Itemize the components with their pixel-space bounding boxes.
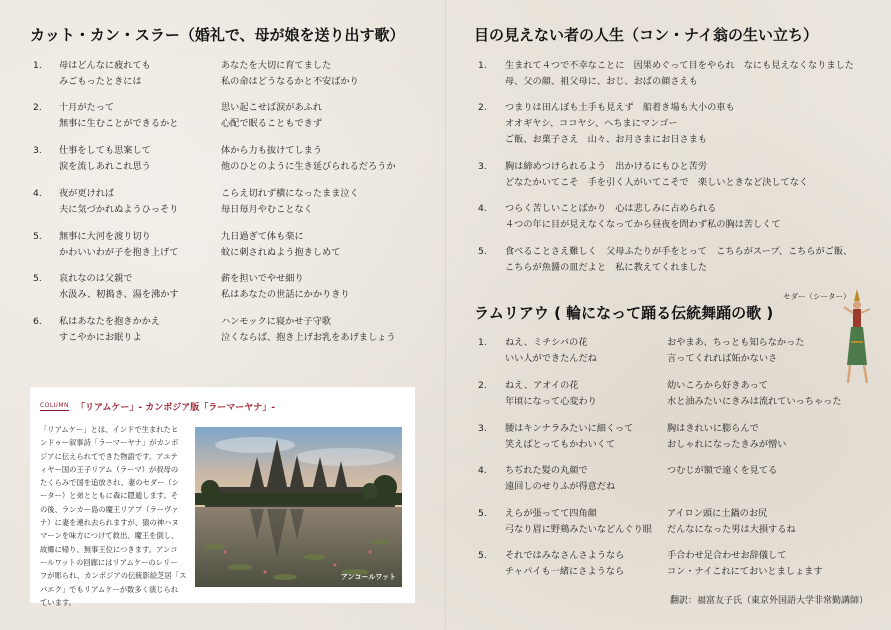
verse-line: 心配で眠ることもできず [221, 118, 323, 129]
stanza-lines [505, 244, 852, 276]
stanza-column-b [667, 463, 777, 495]
verse-line: おしゃれになったきみが憎い [667, 439, 787, 450]
verse-line: 私はあなたの世話にかかりきり [221, 289, 350, 300]
verse-line: つまりは田んぼも土手も見えず 船着き場も大小の車も [505, 102, 735, 113]
stanza-column-a [59, 271, 179, 303]
verse-line: こちらが魚醤の皿だよと 私に教えてくれました [505, 262, 708, 273]
column-text-line: ィヤー国の王子リアム（ラーマ）が叔母の [40, 464, 179, 474]
column-text-line: 「リアムケー」とは、インドで生まれたヒ [40, 425, 179, 434]
stanza-column-a [59, 143, 151, 175]
stanza-number: 2. [478, 102, 487, 113]
stanza-column-b [221, 314, 396, 346]
verse-line: 食べることさえ難しく 父母ふたりが手をとって こちらがスープ、こちらがご飯、 [505, 246, 853, 257]
stanza-column-a [59, 58, 151, 90]
stanza-number: 4. [33, 188, 42, 199]
stanza-number: 3. [478, 423, 487, 434]
stanza-lines [505, 100, 735, 148]
verse-line: 母、父の顔、祖父母に、おじ、おばの顔さえも [505, 76, 698, 87]
right-song-title-1: 目の見えない者の人生（コン・ナイ翁の生い立ち） [474, 26, 818, 44]
stanza-column-b [221, 229, 340, 261]
stanza-number: 1. [478, 337, 487, 348]
stanza-column-b [667, 378, 842, 410]
translator-credit: 翻訳：福富友子氏（東京外国語大学非常勤講師） [670, 596, 869, 606]
verse-line: 胸は締めつけられるよう 出かけるにもひと苦労 [505, 161, 708, 172]
right-song-title-2: ラムリアウ ( 輪になって踊る伝統舞踊の歌 ) [474, 304, 774, 322]
verse-line: つらく苦しいことばかり 心は悲しみに占められる [505, 203, 717, 214]
verse-line: 仕事をしても思案して [59, 145, 151, 156]
verse-line: 水汲み、籾搗き、湯を沸かす [59, 289, 179, 300]
stanza-number: 6. [33, 316, 42, 327]
stanza-number: 4. [478, 465, 487, 476]
verse-line: みごもったときには [59, 76, 142, 87]
stanza-column-b [667, 421, 786, 453]
stanza-lines [505, 58, 854, 90]
stanza-column-b [221, 100, 322, 132]
stanza-number: 4. [478, 203, 487, 214]
verse-line: こらえ切れず横になったまま泣く [221, 188, 359, 199]
column-body [40, 423, 190, 609]
column-text-line: マーンを味方につけて救出、魔王を倒し、 [40, 531, 179, 541]
verse-line: 言ってくれれば妬かないさ [667, 353, 778, 364]
verse-line: オオギヤシ、ココヤシ、ヘちまにマンゴー [505, 118, 678, 129]
stanza-number: 5. [33, 273, 42, 284]
verse-line: 夫に気づかれぬようひっそり [59, 204, 179, 215]
verse-line: 笑えばとってもかわいくて [505, 439, 616, 450]
stanza-column-a [505, 378, 597, 410]
verse-line: あなたを大切に育てました [221, 60, 332, 71]
stanza-number: 1. [478, 60, 487, 71]
verse-line: 涙を流しあれこれ思う [59, 161, 151, 172]
verse-line: 毎日毎月やむことなく [221, 204, 313, 215]
stanza-column-b [667, 506, 796, 538]
column-tag: COLUMN [40, 402, 70, 409]
stanza-column-b [667, 335, 804, 367]
column-text-line: ジアに伝えられてできた物語です。アユテ [40, 451, 178, 461]
verse-line: 年頃になって心変わり [505, 396, 597, 407]
verse-line: つむじが額で遠くを見てる [667, 465, 778, 476]
stanza-lines [505, 159, 808, 191]
verse-line: ハンモックに寝かせ子守歌 [221, 316, 331, 327]
verse-line: コン・ナイこれにておいとましょます [667, 566, 823, 577]
column-text-line: ています。 [40, 597, 76, 607]
stanza-number: 5. [478, 550, 487, 561]
stanza-column-a [59, 186, 178, 218]
sedaa-caption: セダー（シーター） [783, 292, 851, 301]
verse-line: 私はあなたを抱きかかえ [59, 316, 161, 327]
stanza-number: 5. [478, 508, 487, 519]
stanza-column-a [59, 229, 178, 261]
verse-line: おやまあ、ちっとも知らなかった [667, 337, 805, 348]
column-text-line: ーター）と弟とともに森に隠遁します。そ [40, 491, 179, 501]
book-spine [445, 0, 447, 630]
column-text-line: たくらみで国を追放され、妻のセダー（シ [40, 478, 180, 488]
verse-line: 十月がたって [59, 102, 115, 113]
stanza-number: 1. [33, 60, 42, 71]
verse-line: だんなになった男は大損するね [667, 524, 796, 535]
column-title: 「リアムケー」- カンボジア版「ラーマーヤナ」- [76, 403, 275, 413]
verse-line: 蚊に刺されぬよう抱きしめて [221, 247, 341, 258]
verse-line: いい人ができたんだね [505, 353, 597, 364]
verse-line: 無事に大河を渡り切り [59, 231, 151, 242]
column-text-line: ールワットの回廊にはリアムケーのレリー [40, 557, 178, 567]
stanza-number: 2. [33, 102, 42, 113]
verse-line: 他のひとのように生き延びられるだろうか [221, 161, 396, 172]
column-text-line: ナ）に妻を連れ去られますが、猿の神ハヌ [40, 518, 179, 528]
verse-line: 思い起こせば涙があふれ [221, 102, 323, 113]
stanza-column-a [505, 421, 633, 453]
verse-line: 泣くならば、抱き上げお乳をあげましょう [221, 332, 396, 343]
angkor-wat-illustration [195, 427, 402, 587]
stanza-column-a [505, 463, 615, 495]
stanza-number: 5. [478, 246, 487, 257]
stanza-column-b [221, 58, 359, 90]
verse-line: かわいいわが子を抱き上げて [59, 247, 179, 258]
column-text-line: バエク」でもリアムケーが数多く演じられ [40, 584, 179, 594]
stanza-lines [505, 201, 781, 233]
verse-line: それではみなさんさようなら [505, 550, 625, 561]
stanza-column-a [59, 314, 160, 346]
verse-line: 生まれて４つで不幸なことに 因果めぐって目をやられ なにも見えなくなりました [505, 60, 854, 71]
verse-line: 夜が更ければ [59, 188, 115, 199]
verse-line: 胸はきれいに膨らんで [667, 423, 759, 434]
verse-line: 体から力も抜けてしまう [221, 145, 323, 156]
verse-line: 水と油みたいにきみは流れていっちゃった [667, 396, 842, 407]
verse-line: 腰はキンナラみたいに細くって [505, 423, 634, 434]
verse-line: 遠回しのせりふが得意だね [505, 481, 616, 492]
photo-caption: アンコールワット [340, 573, 396, 581]
verse-line: 幼いころから好きあって [667, 380, 768, 391]
verse-line: 母はどんなに疲れても [59, 60, 151, 71]
verse-line: アイロン頭に土鍋のお尻 [667, 508, 768, 519]
verse-line: えらが張ってて四角顔 [505, 508, 597, 519]
verse-line: どなたかいてこそ 手を引く人がいてこそで 楽しいときなど決してなく [505, 177, 809, 188]
verse-line [667, 479, 777, 495]
column-box [30, 387, 415, 607]
column-text-line: フが彫られ、カンボジアの伝統影絵芝居「ス [40, 571, 187, 581]
stanza-number: 3. [478, 161, 487, 172]
stanza-column-a [505, 506, 652, 538]
verse-line: ４つの年に目が見えなくなってから昼夜を問わず私の胸は苦しくて [505, 219, 781, 230]
verse-line: 無事に生むことができるかと [59, 118, 179, 129]
verse-line: ねえ、アオイの花 [505, 380, 579, 391]
stanza-column-b [221, 186, 359, 218]
verse-line: 手合わせ足合わせお辞儀して [667, 550, 787, 561]
stanza-column-a [505, 335, 597, 367]
stanza-column-a [505, 548, 624, 580]
verse-line: 私の命はどうなるかと不安ばかり [221, 76, 359, 87]
angkor-wat-photo [195, 427, 402, 587]
stanza-number: 3. [33, 145, 42, 156]
apsara-dancer-illustration [840, 287, 874, 387]
stanza-column-b [667, 548, 823, 580]
verse-line: 薪を担いでやせ細り [221, 273, 304, 284]
stanza-column-b [221, 271, 350, 303]
stanza-number: 5. [33, 231, 42, 242]
stanza-column-a [59, 100, 178, 132]
verse-line: チャパイも一緒にさようなら [505, 566, 625, 577]
verse-line: 弓なり眉に野鶏みたいなどんぐり眼 [505, 524, 652, 535]
column-text-line: ンドゥー叙事詩「ラーマーヤナ」がカンボ [40, 438, 179, 448]
verse-line: ねえ、ミチシバの花 [505, 337, 588, 348]
left-song-title: カット・カン・スラー（婚礼で、母が娘を送り出す歌） [30, 26, 405, 44]
column-text-line: 故郷に帰り、無事王位につきます。アンコ [40, 544, 178, 554]
verse-line: 哀れなのは父親で [59, 273, 133, 284]
column-text-line: の後、ランカー島の魔王リアプ（ラーヴァ [40, 504, 179, 514]
stanza-number: 2. [478, 380, 487, 391]
verse-line: ご飯、お菓子さえ 山々、お月さまにお日さまも [505, 134, 708, 145]
verse-line: すこやかにお眠りよ [59, 332, 142, 343]
verse-line: ちぢれた髪の丸顔で [505, 465, 588, 476]
verse-line: 九日過ぎて体も楽に [221, 231, 304, 242]
stanza-column-b [221, 143, 396, 175]
